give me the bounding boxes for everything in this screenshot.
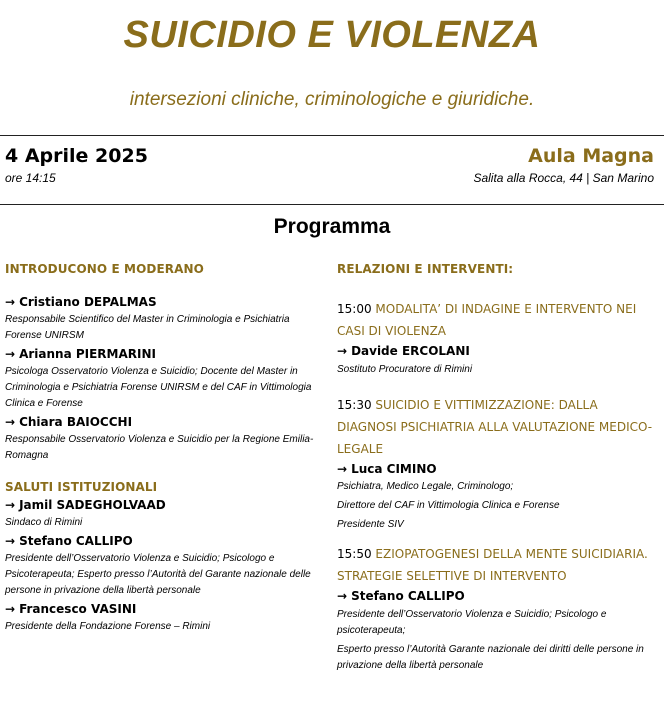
speaker-role: Responsabile Osservatorio Violenza e Suicidio per la Regione Emilia-Romagna xyxy=(5,434,314,461)
speaker-name: → Davide ERCOLANI xyxy=(337,344,470,358)
arrow-right-icon: → xyxy=(5,602,16,616)
program-title: Programma xyxy=(273,215,391,238)
talk-heading: 15:30 SUICIDIO E VITTIMIZZAZIONE: DALLA DIAGNOSI PSICHIATRIA ALLA VALUTAZIONE MEDICO-LEGALE xyxy=(337,398,653,456)
right-column xyxy=(337,262,659,674)
speaker-name: → Luca CIMINO xyxy=(337,462,437,476)
speaker-role: Responsabile Scientifico del Master in Criminologia e Psichiatria Forense UNIRSM xyxy=(5,314,290,341)
section-title-talks: RELAZIONI E INTERVENTI: xyxy=(337,262,514,276)
event-date: 4 Aprile 2025 xyxy=(5,145,148,167)
event-subtitle: intersezioni cliniche, criminologiche e giuridiche. xyxy=(129,89,535,110)
speaker-name: → Chiara BAIOCCHI xyxy=(5,415,133,429)
arrow-right-icon: → xyxy=(5,295,16,309)
divider-bottom xyxy=(0,204,664,205)
speaker-name: → Stefano CALLIPO xyxy=(337,589,465,603)
arrow-right-icon: → xyxy=(337,589,348,603)
arrow-right-icon: → xyxy=(5,534,16,548)
arrow-right-icon: → xyxy=(337,462,348,476)
left-column xyxy=(5,262,325,635)
arrow-right-icon: → xyxy=(5,498,16,512)
event-address: Salita alla Rocca, 44 | San Marino xyxy=(473,171,654,185)
arrow-right-icon: → xyxy=(337,344,348,358)
speaker-role: Esperto presso l’Autorità Garante nazionale dei diritti delle persone in privazione della libertà personale xyxy=(337,644,644,671)
speaker-role: Presidente dell’Osservatorio Violenza e Suicidio; Psicologo e psicoterapeuta; xyxy=(337,609,607,636)
speaker-name: → Stefano CALLIPO xyxy=(5,534,133,548)
talk-heading: 15:50 EZIOPATOGENESI DELLA MENTE SUICIDIARIA. STRATEGIE SELETTIVE DI INTERVENTO xyxy=(337,547,648,583)
speaker-name: → Arianna PIERMARINI xyxy=(5,347,156,361)
speaker-name: → Cristiano DEPALMAS xyxy=(5,295,157,309)
event-venue: Aula Magna xyxy=(528,145,654,167)
speaker-role: Sindaco di Rimini xyxy=(5,517,83,528)
speaker-role: Sostituto Procuratore di Rimini xyxy=(337,364,473,375)
speaker-name: → Francesco VASINI xyxy=(5,602,137,616)
speaker-role: Direttore del CAF in Vittimologia Clinica e Forense xyxy=(337,500,560,511)
event-title: SUICIDIO E VIOLENZA xyxy=(123,14,541,56)
talk-heading: 15:00 MODALITA’ DI INDAGINE E INTERVENTO NEI CASI DI VIOLENZA xyxy=(337,302,637,338)
speaker-role: Psichiatra, Medico Legale, Criminologo; xyxy=(337,481,514,492)
speaker-role: Presidente della Fondazione Forense – Rimini xyxy=(5,621,211,632)
arrow-right-icon: → xyxy=(5,347,16,361)
speaker-name: → Jamil SADEGHOLVAAD xyxy=(5,498,166,512)
divider-top xyxy=(0,135,664,136)
speaker-role: Presidente dell’Osservatorio Violenza e Suicidio; Psicologo e Psicoterapeuta; Esperto presso l’Autorità del Garante nazionale delle persone in privazione della libertà personale xyxy=(5,553,311,596)
section-title-moderators: INTRODUCONO E MODERANO xyxy=(5,262,204,276)
arrow-right-icon: → xyxy=(5,415,16,429)
speaker-role: Presidente SIV xyxy=(337,519,404,530)
event-time: ore 14:15 xyxy=(5,171,56,185)
section-title-greetings: SALUTI ISTITUZIONALI xyxy=(5,480,158,494)
speaker-role: Psicologa Osservatorio Violenza e Suicidio; Docente del Master in Criminologia e Psichiatria Forense UNIRSM e del CAF in Vittimologia Clinica e Forense xyxy=(5,366,312,409)
